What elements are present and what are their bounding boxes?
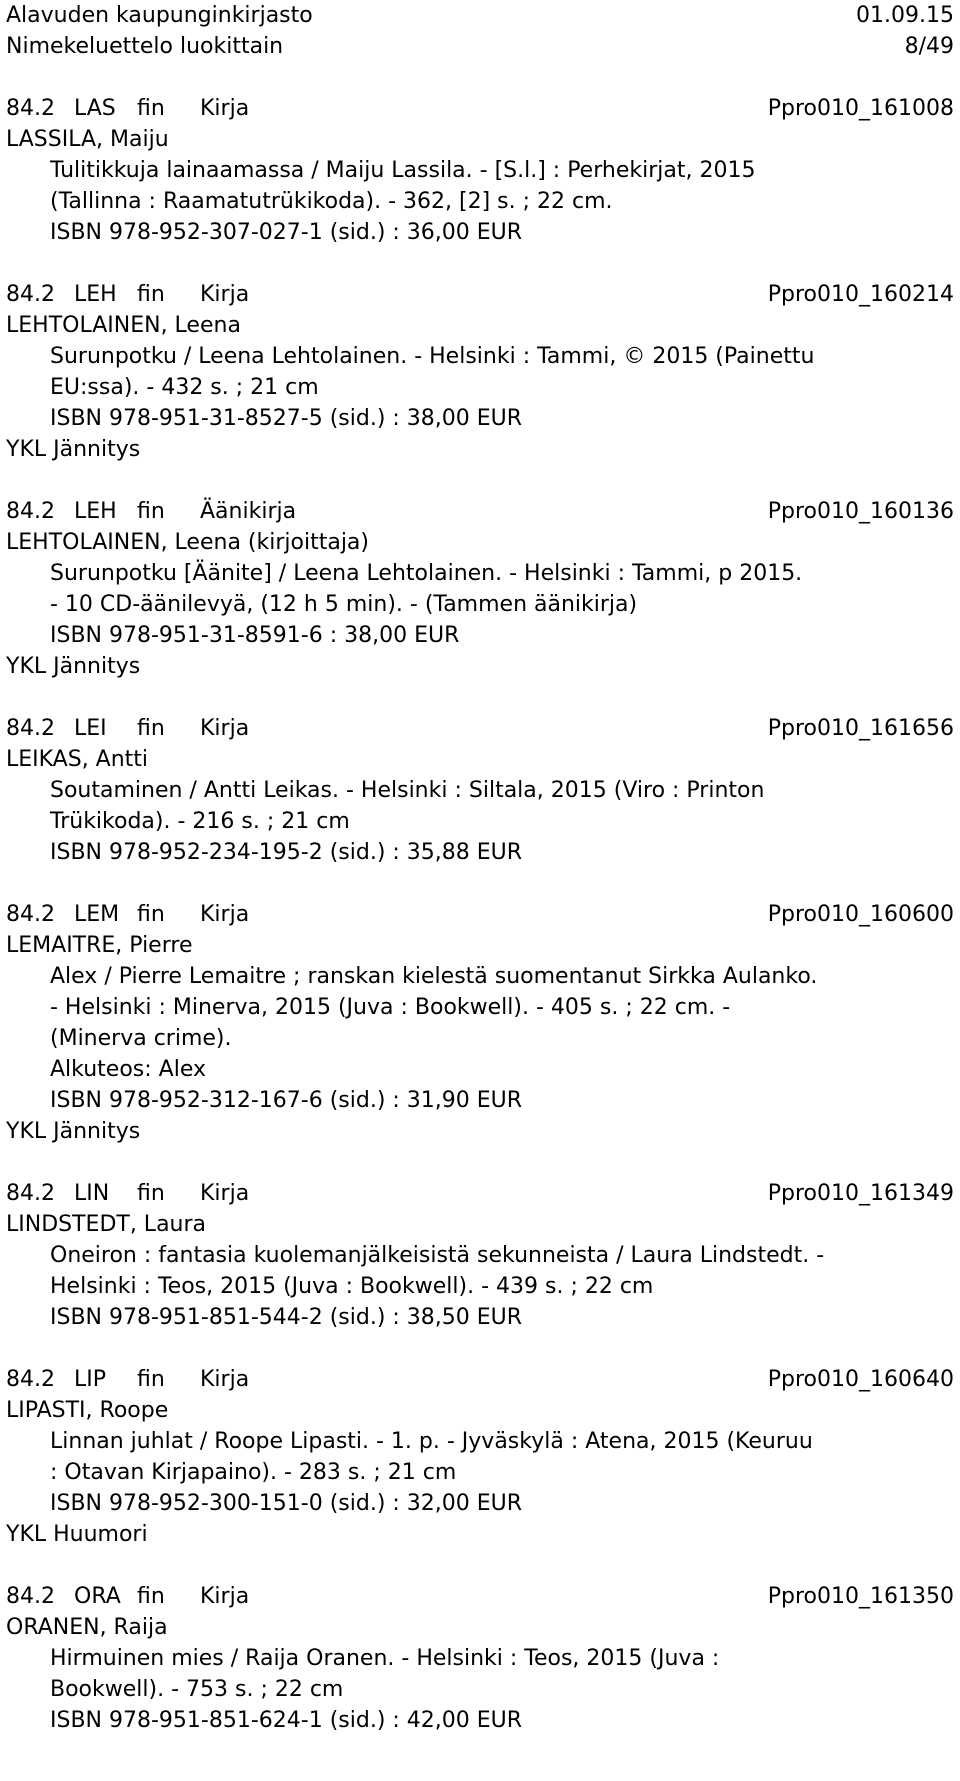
entry-classification-row (6, 713, 954, 744)
entry-list (6, 93, 954, 1736)
catalog-entry (6, 713, 954, 868)
material-type: Kirja (200, 1181, 250, 1206)
catalog-entry (6, 93, 954, 248)
class-code: 84.2 (6, 1584, 55, 1609)
class-code: 84.2 (6, 96, 55, 121)
language-code: fin (137, 282, 165, 307)
description-line: Alkuteos: Alex (50, 1057, 206, 1082)
entry-description (6, 558, 910, 651)
shelf-code: LEM (74, 902, 120, 927)
shelf-code: LEI (74, 716, 107, 741)
language-code: fin (137, 1181, 165, 1206)
description-line: EU:ssa). - 432 s. ; 21 cm (50, 375, 319, 400)
description-line: Helsinki : Teos, 2015 (Juva : Bookwell). - 439 s. ; 22 cm (50, 1274, 654, 1299)
entry-author: LINDSTEDT, Laura (6, 1212, 207, 1237)
entry-classification-row (6, 1581, 954, 1612)
entry-classification-row (6, 1364, 954, 1395)
language-code: fin (137, 1367, 165, 1392)
entry-description (6, 155, 910, 248)
description-line: Linnan juhlat / Roope Lipasti. - 1. p. - Jyväskylä : Atena, 2015 (Keuruu (50, 1429, 813, 1454)
catalog-entry (6, 279, 954, 465)
description-line: - 10 CD-äänilevyä, (12 h 5 min). - (Tammen äänikirja) (50, 592, 638, 617)
report-title: Nimekeluettelo luokittain (6, 34, 284, 59)
material-type: Kirja (200, 716, 250, 741)
description-line: ISBN 978-952-307-027-1 (sid.) : 36,00 EUR (50, 220, 523, 245)
entry-description (6, 775, 910, 868)
entry-classification-row (6, 93, 954, 124)
catalog-entry (6, 899, 954, 1147)
shelf-code: LEH (74, 282, 117, 307)
entry-description (6, 1240, 910, 1333)
description-line: Oneiron : fantasia kuolemanjälkeisistä sekunneista / Laura Lindstedt. - (50, 1243, 825, 1268)
description-line: Surunpotku [Äänite] / Leena Lehtolainen. - Helsinki : Tammi, p 2015. (50, 561, 803, 586)
record-id: Ppro010_161656 (767, 716, 954, 741)
description-line: ISBN 978-951-851-544-2 (sid.) : 38,50 EUR (50, 1305, 523, 1330)
class-code: 84.2 (6, 1181, 55, 1206)
description-line: ISBN 978-952-300-151-0 (sid.) : 32,00 EUR (50, 1491, 523, 1516)
catalog-entry (6, 1581, 954, 1736)
description-line: Hirmuinen mies / Raija Oranen. - Helsinki : Teos, 2015 (Juva : (50, 1646, 720, 1671)
shelf-code: LEH (74, 499, 117, 524)
record-id: Ppro010_160640 (767, 1367, 954, 1392)
entry-author: LEHTOLAINEN, Leena (kirjoittaja) (6, 530, 369, 555)
shelf-code: ORA (74, 1584, 121, 1609)
entry-classification-row (6, 279, 954, 310)
class-code: 84.2 (6, 499, 55, 524)
language-code: fin (137, 902, 165, 927)
description-line: ISBN 978-951-31-8527-5 (sid.) : 38,00 EUR (50, 406, 523, 431)
language-code: fin (137, 499, 165, 524)
class-code: 84.2 (6, 282, 55, 307)
record-id: Ppro010_160600 (767, 902, 954, 927)
header-row-1 (6, 0, 954, 31)
entry-author: LEIKAS, Antti (6, 747, 149, 772)
class-code: 84.2 (6, 902, 55, 927)
record-id: Ppro010_160136 (767, 499, 954, 524)
library-name: Alavuden kaupunginkirjasto (6, 3, 313, 28)
material-type: Kirja (200, 282, 250, 307)
class-code: 84.2 (6, 1367, 55, 1392)
entry-genre: YKL Huumori (6, 1522, 148, 1547)
class-code: 84.2 (6, 716, 55, 741)
description-line: ISBN 978-952-234-195-2 (sid.) : 35,88 EUR (50, 840, 523, 865)
report-date: 01.09.15 (856, 3, 954, 28)
description-line: Surunpotku / Leena Lehtolainen. - Helsinki : Tammi, © 2015 (Painettu (50, 344, 815, 369)
entry-description (6, 1426, 910, 1519)
description-line: ISBN 978-951-851-624-1 (sid.) : 42,00 EUR (50, 1708, 523, 1733)
catalog-entry (6, 1178, 954, 1333)
material-type: Äänikirja (200, 499, 297, 524)
record-id: Ppro010_161350 (767, 1584, 954, 1609)
entry-genre: YKL Jännitys (6, 1119, 141, 1144)
material-type: Kirja (200, 902, 250, 927)
language-code: fin (137, 96, 165, 121)
shelf-code: LIP (74, 1367, 107, 1392)
entry-description (6, 961, 910, 1116)
record-id: Ppro010_160214 (767, 282, 954, 307)
shelf-code: LAS (74, 96, 116, 121)
entry-author: LEMAITRE, Pierre (6, 933, 193, 958)
record-id: Ppro010_161349 (767, 1181, 954, 1206)
entry-author: LEHTOLAINEN, Leena (6, 313, 241, 338)
description-line: ISBN 978-952-312-167-6 (sid.) : 31,90 EUR (50, 1088, 523, 1113)
description-line: (Tallinna : Raamatutrükikoda). - 362, [2] s. ; 22 cm. (50, 189, 613, 214)
language-code: fin (137, 716, 165, 741)
description-line: (Minerva crime). (50, 1026, 232, 1051)
description-line: : Otavan Kirjapaino). - 283 s. ; 21 cm (50, 1460, 457, 1485)
description-line: Bookwell). - 753 s. ; 22 cm (50, 1677, 344, 1702)
description-line: Alex / Pierre Lemaitre ; ranskan kielestä suomentanut Sirkka Aulanko. (50, 964, 818, 989)
material-type: Kirja (200, 96, 250, 121)
description-line: Tulitikkuja lainaamassa / Maiju Lassila. - [S.l.] : Perhekirjat, 2015 (50, 158, 756, 183)
description-line: Trükikoda). - 216 s. ; 21 cm (50, 809, 350, 834)
record-id: Ppro010_161008 (767, 96, 954, 121)
header-row-2 (6, 31, 954, 62)
entry-description (6, 341, 910, 434)
entry-classification-row (6, 899, 954, 930)
catalog-entry (6, 1364, 954, 1550)
language-code: fin (137, 1584, 165, 1609)
entry-genre: YKL Jännitys (6, 437, 141, 462)
entry-author: LASSILA, Maiju (6, 127, 169, 152)
entry-classification-row (6, 1178, 954, 1209)
shelf-code: LIN (74, 1181, 110, 1206)
entry-author: ORANEN, Raija (6, 1615, 168, 1640)
entry-author: LIPASTI, Roope (6, 1398, 169, 1423)
page-number: 8/49 (904, 34, 954, 59)
material-type: Kirja (200, 1367, 250, 1392)
description-line: - Helsinki : Minerva, 2015 (Juva : Bookwell). - 405 s. ; 22 cm. - (50, 995, 731, 1020)
entry-classification-row (6, 496, 954, 527)
description-line: Soutaminen / Antti Leikas. - Helsinki : Siltala, 2015 (Viro : Printon (50, 778, 765, 803)
entry-description (6, 1643, 910, 1736)
material-type: Kirja (200, 1584, 250, 1609)
catalog-entry (6, 496, 954, 682)
description-line: ISBN 978-951-31-8591-6 : 38,00 EUR (50, 623, 460, 648)
entry-genre: YKL Jännitys (6, 654, 141, 679)
